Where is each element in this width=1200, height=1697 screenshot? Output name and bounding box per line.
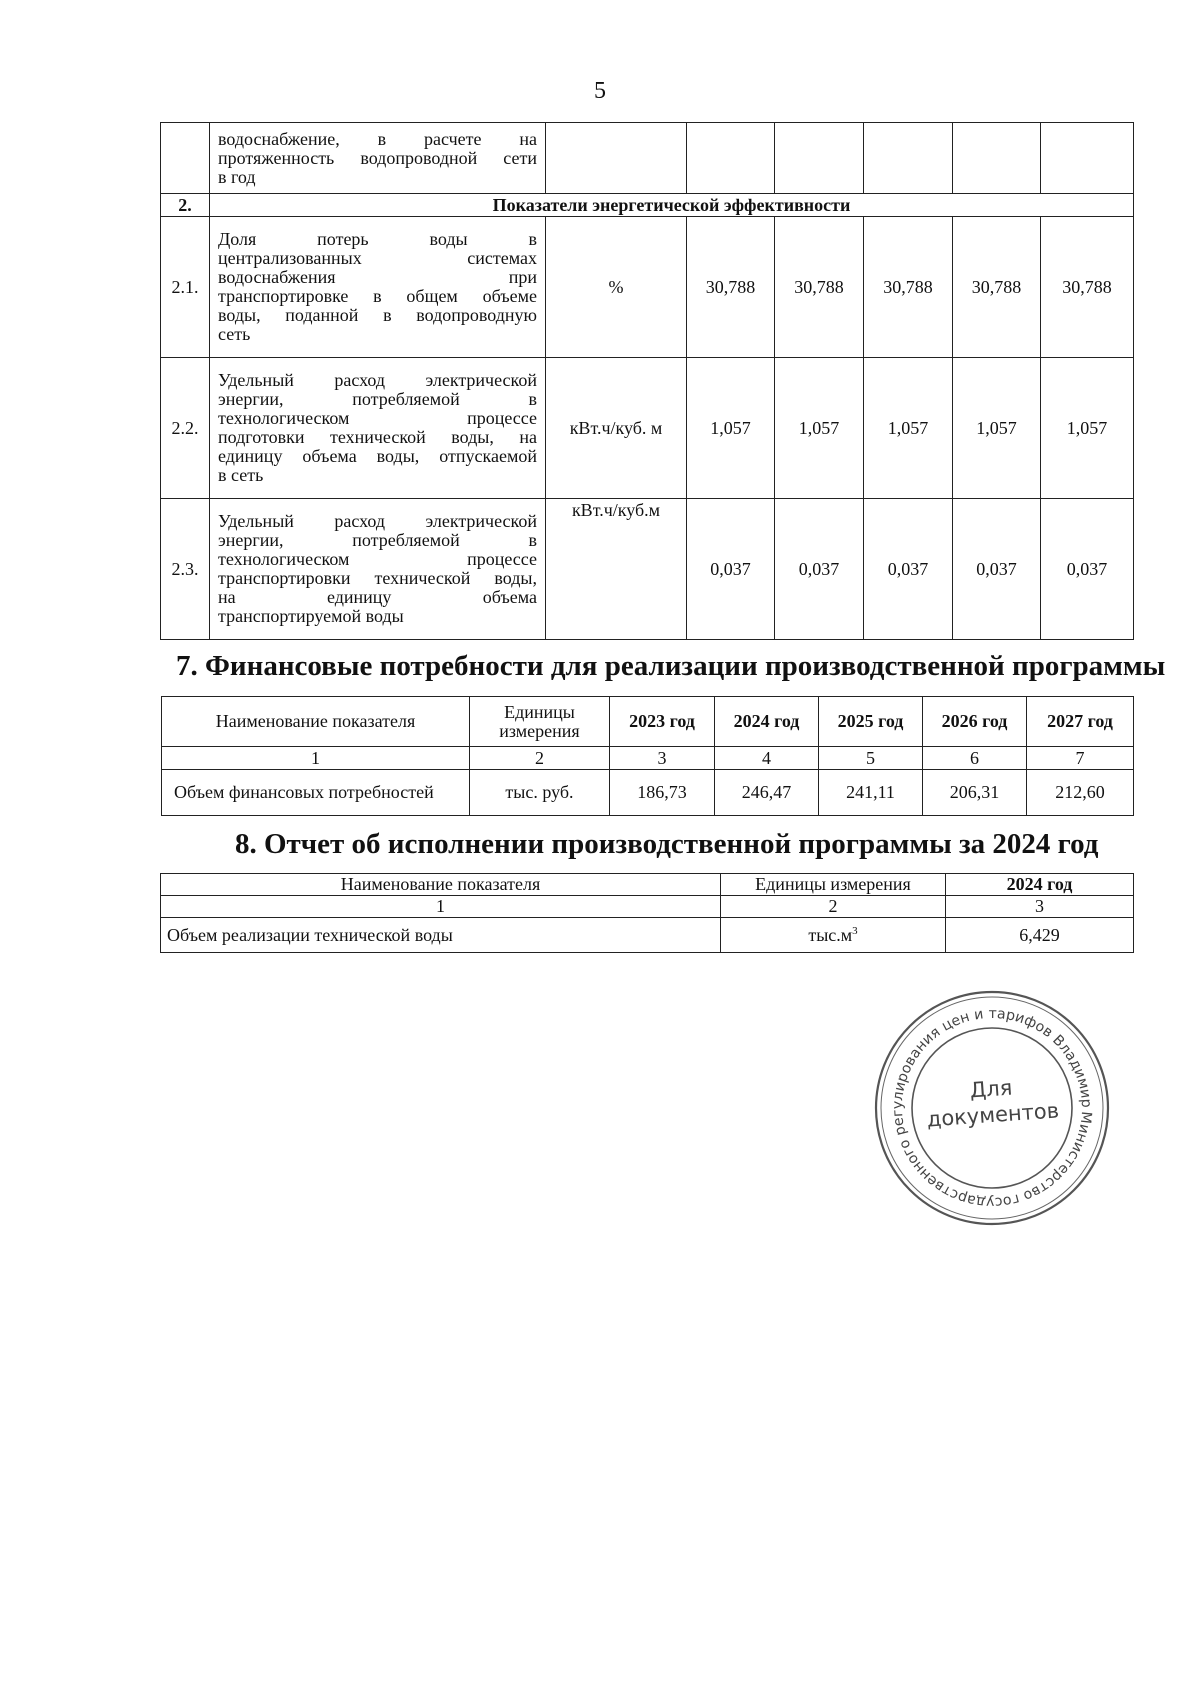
indicator-unit	[546, 123, 687, 194]
table-row	[161, 123, 1134, 194]
column-index: 2	[721, 896, 946, 918]
header-name: Наименование показателя	[161, 874, 721, 896]
indicator-value: 30,788	[687, 217, 775, 358]
indicator-value	[953, 123, 1041, 194]
header-year: 2027 год	[1027, 697, 1134, 747]
column-index: 7	[1027, 747, 1134, 770]
row-name: Объем финансовых потребностей	[162, 770, 470, 816]
row-value: 206,31	[923, 770, 1027, 816]
indicator-name: Удельный расход электрической энергии, потребляемой в технологическом процессе транспортировки технической воды, на единицу объема транспортируемой воды	[210, 499, 546, 640]
header-name: Наименование показателя	[162, 697, 470, 747]
row-num: 2.1.	[161, 217, 210, 358]
column-index: 4	[715, 747, 819, 770]
indicator-value: 1,057	[687, 358, 775, 499]
row-value: 186,73	[610, 770, 715, 816]
header-year: 2024 год	[946, 874, 1134, 896]
indicator-value: 1,057	[1041, 358, 1134, 499]
index-row	[161, 896, 1134, 918]
row-value: 6,429	[946, 918, 1134, 953]
indicator-value	[775, 123, 864, 194]
official-stamp	[872, 988, 1112, 1228]
row-unit: тыс. руб.	[470, 770, 610, 816]
indicator-value: 0,037	[775, 499, 864, 640]
indicator-value: 30,788	[864, 217, 953, 358]
indicator-value	[1041, 123, 1134, 194]
table-row	[161, 499, 1134, 640]
table-row	[161, 217, 1134, 358]
column-index: 1	[161, 896, 721, 918]
column-index: 6	[923, 747, 1027, 770]
report-table	[160, 873, 1134, 953]
row-value: 246,47	[715, 770, 819, 816]
stamp-ring-text: Министерство государственного регулирования цен и тарифов Владимирской	[889, 1005, 1095, 1211]
section-row	[161, 194, 1134, 217]
column-index: 3	[610, 747, 715, 770]
indicator-name: Доля потерь воды в централизованных системах водоснабжения при транспортировке в общем объеме воды, поданной в водопроводную сеть	[210, 217, 546, 358]
row-name: Объем реализации технической воды	[161, 918, 721, 953]
indicator-value	[687, 123, 775, 194]
indicators-table	[160, 122, 1134, 640]
indicator-value: 1,057	[864, 358, 953, 499]
indicator-unit: кВт.ч/куб.м	[546, 499, 687, 640]
section-7-heading: 7. Финансовые потребности для реализации производственной программы	[176, 650, 1166, 682]
index-row	[162, 747, 1134, 770]
cell-num	[161, 123, 210, 194]
indicator-value: 30,788	[1041, 217, 1134, 358]
row-value: 212,60	[1027, 770, 1134, 816]
indicator-value: 0,037	[864, 499, 953, 640]
header-year: 2025 год	[819, 697, 923, 747]
indicator-value: 0,037	[687, 499, 775, 640]
indicator-name: водоснабжение, в расчете на протяженность водопроводной сети в год	[210, 123, 546, 194]
section-title: Показатели энергетической эффективности	[210, 194, 1134, 217]
indicator-unit: %	[546, 217, 687, 358]
indicator-value: 30,788	[775, 217, 864, 358]
stamp-center-text: Для документов	[926, 1075, 1060, 1132]
column-index: 2	[470, 747, 610, 770]
section-8-heading: 8. Отчет об исполнении производственной программы за 2024 год	[235, 828, 1099, 860]
indicator-value: 0,037	[1041, 499, 1134, 640]
header-year: 2026 год	[923, 697, 1027, 747]
column-index: 1	[162, 747, 470, 770]
header-year: 2024 год	[715, 697, 819, 747]
finance-table	[161, 696, 1134, 816]
section-num: 2.	[161, 194, 210, 217]
row-value: 241,11	[819, 770, 923, 816]
indicator-unit: кВт.ч/куб. м	[546, 358, 687, 499]
table-row	[161, 918, 1134, 953]
indicator-value: 1,057	[775, 358, 864, 499]
table-header-row	[161, 874, 1134, 896]
column-index: 5	[819, 747, 923, 770]
table-row	[162, 770, 1134, 816]
row-num: 2.2.	[161, 358, 210, 499]
table-row	[161, 358, 1134, 499]
page-number: 5	[594, 78, 606, 104]
indicator-value: 1,057	[953, 358, 1041, 499]
header-unit: Единицы измерения	[470, 697, 610, 747]
indicator-name: Удельный расход электрической энергии, потребляемой в технологическом процессе подготовки технической воды, на единицу объема воды, отпускаемой в сеть	[210, 358, 546, 499]
indicator-value: 0,037	[953, 499, 1041, 640]
row-unit: $тыс.м^3$	[721, 918, 946, 953]
row-num: 2.3.	[161, 499, 210, 640]
column-index: 3	[946, 896, 1134, 918]
header-year: 2023 год	[610, 697, 715, 747]
header-unit: Единицы измерения	[721, 874, 946, 896]
indicator-value	[864, 123, 953, 194]
table-header-row	[162, 697, 1134, 747]
indicator-value: 30,788	[953, 217, 1041, 358]
